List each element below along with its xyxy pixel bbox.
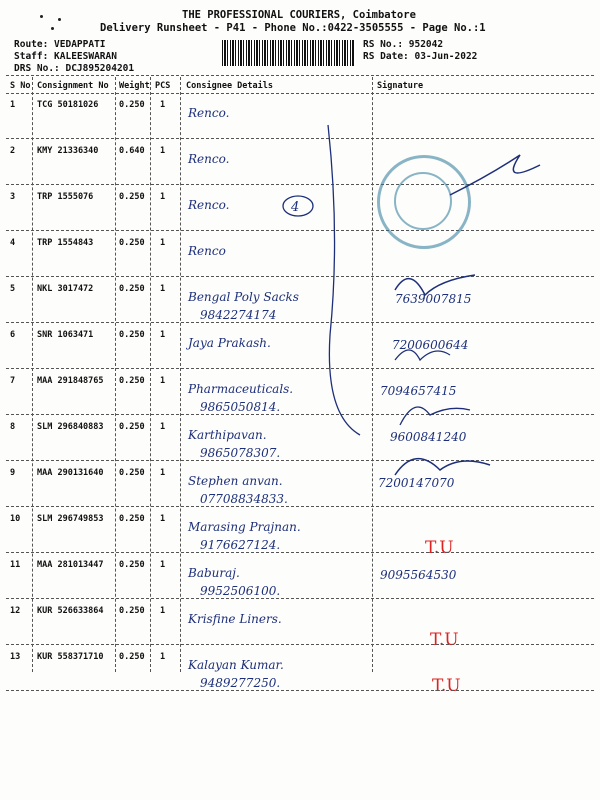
row-pcs: 1 [160, 652, 166, 662]
row-consignee-name: Krisfine Liners. [188, 612, 282, 626]
row-weight: 0.250 [119, 284, 145, 294]
row-sno: 6 [10, 330, 16, 340]
row-weight: 0.250 [119, 376, 145, 386]
row-divider [6, 644, 594, 645]
row-signature: 7200600644 [392, 338, 469, 352]
table-header-rule [6, 93, 594, 94]
row-pcs: 1 [160, 560, 166, 570]
row-consignee-phone: 9865078307. [200, 446, 281, 460]
col-header-sno: S No [10, 81, 31, 91]
row-weight: 0.250 [119, 238, 145, 248]
row-pcs: 1 [160, 376, 166, 386]
title-line-2: Delivery Runsheet - P41 - Phone No.:0422-3505555 - Page No.:1 [100, 22, 486, 34]
row-consignee-name: Kalayan Kumar. [188, 658, 284, 672]
rs-number: RS No.: 952042 [363, 39, 444, 50]
row-consignee-phone: 9176627124. [200, 538, 281, 552]
row-consignment-no: MAA 281013447 [37, 560, 104, 570]
route-label: Route: VEDAPPATI [14, 39, 106, 50]
row-weight: 0.250 [119, 192, 145, 202]
row-consignment-no: MAA 290131640 [37, 468, 104, 478]
circled-mark-text: 4 [291, 200, 300, 215]
row-consignee-name: Renco [188, 244, 226, 258]
row-consignment-no: SNR 1063471 [37, 330, 94, 340]
row-sno: 3 [10, 192, 16, 202]
row-consignee-name: Stephen anvan. [188, 474, 283, 488]
row-consignee-name: Pharmaceuticals. [188, 382, 294, 396]
row-pcs: 1 [160, 330, 166, 340]
row-pcs: 1 [160, 192, 166, 202]
row-consignee-phone: 07708834833. [200, 492, 288, 506]
rs-date: RS Date: 03-Jun-2022 [363, 51, 478, 62]
row-consignment-no: TRP 1555076 [37, 192, 94, 202]
row-consignee-name: Jaya Prakash. [188, 336, 271, 350]
row-signature: 7094657415 [380, 384, 457, 398]
row-signature-tu: T.U [432, 676, 461, 696]
row-consignee-name: Bengal Poly Sacks [188, 290, 299, 304]
row-sno: 12 [10, 606, 21, 616]
row-pcs: 1 [160, 514, 166, 524]
row-weight: 0.250 [119, 560, 145, 570]
row-sno: 10 [10, 514, 21, 524]
row-sno: 5 [10, 284, 16, 294]
barcode [222, 40, 355, 66]
row-sno: 2 [10, 146, 16, 156]
row-divider [6, 598, 594, 599]
row-sno: 9 [10, 468, 16, 478]
row-divider [6, 552, 594, 553]
column-divider [115, 77, 116, 672]
row-pcs: 1 [160, 146, 166, 156]
row-pcs: 1 [160, 422, 166, 432]
col-header-consignment: Consignment No [37, 81, 109, 91]
row-signature: 7639007815 [395, 292, 472, 306]
row-signature-tu: T.U [425, 538, 454, 558]
row-signature: 9600841240 [390, 430, 467, 444]
row-consignment-no: KMY 21336340 [37, 146, 99, 156]
row-consignment-no: TCG 50181026 [37, 100, 99, 110]
row-sno: 7 [10, 376, 16, 386]
column-divider [150, 77, 151, 672]
row-consignee-name: Karthipavan. [188, 428, 267, 442]
row-signature: 9095564530 [380, 568, 457, 582]
drs-number: DRS No.: DCJ895204201 [14, 63, 135, 74]
row-consignment-no: SLM 296749853 [37, 514, 104, 524]
row-consignee-phone: 9489277250. [200, 676, 281, 690]
row-consignment-no: MAA 291848765 [37, 376, 104, 386]
speck [51, 27, 54, 30]
col-header-pcs: PCS [155, 81, 171, 91]
row-consignment-no: TRP 1554843 [37, 238, 94, 248]
column-divider [32, 77, 33, 672]
row-consignee-phone: 9842274174 [200, 308, 277, 322]
row-consignee-name: Renco. [188, 198, 230, 212]
col-header-consignee: Consignee Details [186, 81, 273, 91]
row-sno: 1 [10, 100, 16, 110]
circled-mark [280, 193, 316, 219]
row-weight: 0.250 [119, 422, 145, 432]
row-signature: 7200147070 [378, 476, 455, 490]
row-weight: 0.250 [119, 468, 145, 478]
row-pcs: 1 [160, 606, 166, 616]
row-pcs: 1 [160, 284, 166, 294]
row-weight: 0.640 [119, 146, 145, 156]
row-weight: 0.250 [119, 514, 145, 524]
row-weight: 0.250 [119, 330, 145, 340]
title-line-1: THE PROFESSIONAL COURIERS, Coimbatore [182, 9, 416, 21]
row-pcs: 1 [160, 468, 166, 478]
row-consignment-no: KUR 558371710 [37, 652, 104, 662]
row-weight: 0.250 [119, 606, 145, 616]
column-divider [180, 77, 181, 672]
col-header-weight: Weight [119, 81, 150, 91]
row-sno: 4 [10, 238, 16, 248]
row-consignee-phone: 9865050814. [200, 400, 281, 414]
row-consignment-no: KUR 526633864 [37, 606, 104, 616]
row-consignee-name: Renco. [188, 152, 230, 166]
row-consignee-name: Baburaj. [188, 566, 240, 580]
staff-label: Staff: KALEESWARAN [14, 51, 117, 62]
row-consignee-name: Marasing Prajnan. [188, 520, 301, 534]
row-pcs: 1 [160, 100, 166, 110]
row-consignment-no: NKL 3017472 [37, 284, 94, 294]
row-weight: 0.250 [119, 100, 145, 110]
speck [40, 15, 43, 18]
row-weight: 0.250 [119, 652, 145, 662]
speck [58, 18, 61, 21]
row-sno: 11 [10, 560, 21, 570]
row-signature-tu: T.U [430, 630, 459, 650]
col-header-signature: Signature [377, 81, 424, 91]
table-top-rule [6, 75, 594, 76]
row-consignee-phone: 9952506100. [200, 584, 281, 598]
row-pcs: 1 [160, 238, 166, 248]
signature-strokes [300, 115, 600, 535]
row-divider [6, 690, 594, 691]
row-consignee-name: Renco. [188, 106, 230, 120]
row-consignment-no: SLM 296840883 [37, 422, 104, 432]
row-sno: 13 [10, 652, 21, 662]
row-sno: 8 [10, 422, 16, 432]
